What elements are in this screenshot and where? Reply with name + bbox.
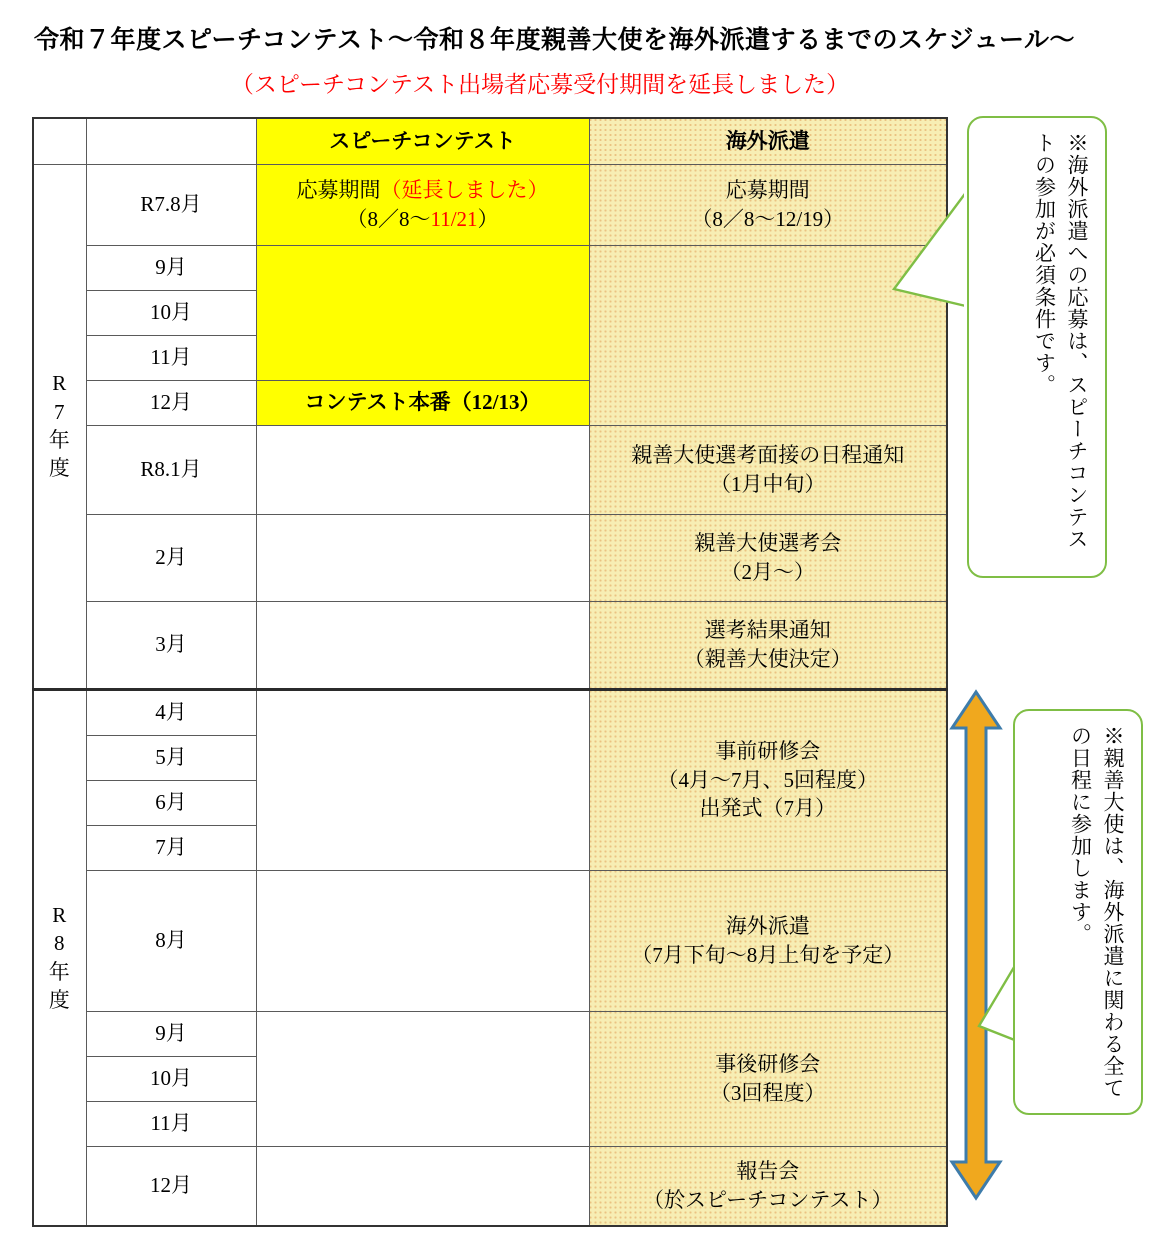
month-label: 9月 xyxy=(86,245,256,290)
header-overseas-dispatch: 海外派遣 xyxy=(589,118,947,164)
overseas-cell-report xyxy=(589,1146,947,1226)
overseas-cell-post-training xyxy=(589,1011,947,1146)
year-char: 度 xyxy=(48,987,71,1012)
speech-cell-empty-sep-nov xyxy=(256,245,589,380)
pre-training-line1: 事前研修会 xyxy=(715,739,821,764)
month-label: 7月 xyxy=(86,825,256,870)
speech-cell-application xyxy=(256,164,589,245)
month-label: 11月 xyxy=(86,1101,256,1146)
overseas-application-line1: 応募期間 xyxy=(725,178,810,203)
table-row xyxy=(33,870,947,1011)
speech-application-line2 xyxy=(261,205,585,233)
table-header-row xyxy=(33,118,947,164)
month-label: 3月 xyxy=(86,601,256,689)
post-training-line2: （3回程度） xyxy=(710,1080,826,1105)
table-row xyxy=(33,601,947,689)
speech-extended-note: （延長しました） xyxy=(380,178,549,203)
month-label: 6月 xyxy=(86,780,256,825)
table-row xyxy=(33,1146,947,1226)
report-line1: 報告会 xyxy=(736,1159,800,1184)
overseas-result-line2: （親善大使決定） xyxy=(683,646,852,671)
month-label: R8.1月 xyxy=(86,425,256,514)
year-char: R xyxy=(52,371,68,396)
month-label: 10月 xyxy=(86,290,256,335)
speech-cell-empty xyxy=(256,1146,589,1226)
overseas-selection-line2: （2月～） xyxy=(720,559,815,584)
table-row xyxy=(33,514,947,601)
speech-cell-empty xyxy=(256,870,589,1011)
speech-cell-empty xyxy=(256,514,589,601)
table-row xyxy=(33,689,947,735)
page-title: 令和７年度スピーチコンテスト～令和８年度親善大使を海外派遣するまでのスケジュール～ xyxy=(34,27,1076,54)
overseas-result-line1: 選考結果通知 xyxy=(704,618,831,643)
overseas-cell-application xyxy=(589,164,947,245)
month-label: R7.8月 xyxy=(86,164,256,245)
overseas-cell-dispatch xyxy=(589,870,947,1011)
overseas-selection-line1: 親善大使選考会 xyxy=(694,531,842,556)
month-label: 11月 xyxy=(86,335,256,380)
speech-application-label: 応募期間 xyxy=(296,178,381,203)
year-char: 年 xyxy=(48,428,71,452)
year-char: 年 xyxy=(48,959,71,984)
speech-cell-empty xyxy=(256,425,589,514)
page-subtitle: （スピーチコンテスト出場者応募受付期間を延長しました） xyxy=(230,72,850,97)
speech-application-line1 xyxy=(261,176,585,204)
callout-ambassador-participation: ※親善大使は、海外派遣に関わる全ての日程に参加します。 xyxy=(1013,709,1143,1115)
month-label: 12月 xyxy=(86,380,256,425)
dispatch-line2: （7月下旬～8月上旬を予定） xyxy=(631,942,905,967)
schedule-table xyxy=(32,117,948,1227)
speech-cell-contest-day: コンテスト本番（12/13） xyxy=(256,380,589,425)
overseas-application-line2: （8／8～12/19） xyxy=(691,206,845,231)
year-char: 度 xyxy=(48,456,71,481)
dispatch-line1: 海外派遣 xyxy=(725,914,810,939)
callout-overseas-requirement: ※海外派遣への応募は、スピーチコンテストの参加が必須条件です。 xyxy=(967,116,1107,578)
table-row xyxy=(33,425,947,514)
year-char: 8 xyxy=(54,931,66,956)
report-line2: （於スピーチコンテスト） xyxy=(643,1187,893,1212)
month-label: 10月 xyxy=(86,1056,256,1101)
table-row xyxy=(33,1011,947,1056)
speech-period-paren: ） xyxy=(477,206,499,231)
speech-cell-empty xyxy=(256,601,589,689)
pre-training-line2: （4月～7月、5回程度） xyxy=(657,767,878,792)
month-label: 12月 xyxy=(86,1146,256,1226)
overseas-cell-empty-sep-dec xyxy=(589,245,947,425)
month-label: 2月 xyxy=(86,514,256,601)
pre-training-line3: 出発式（7月） xyxy=(699,796,836,821)
header-month-blank xyxy=(86,118,256,164)
table-row xyxy=(33,245,947,290)
speech-period-start: （8／8～ xyxy=(346,206,431,231)
overseas-cell-interview-notice xyxy=(589,425,947,514)
overseas-cell-selection-meeting xyxy=(589,514,947,601)
year-char: 7 xyxy=(54,399,66,424)
speech-period-end: 11/21 xyxy=(430,206,478,231)
year-char: R xyxy=(52,902,68,927)
overseas-interview-line2: （1月中旬） xyxy=(710,471,826,496)
overseas-cell-result-notice xyxy=(589,601,947,689)
year-label-r7 xyxy=(33,164,86,689)
header-speech-contest: スピーチコンテスト xyxy=(256,118,589,164)
month-label: 8月 xyxy=(86,870,256,1011)
header-year-blank xyxy=(33,118,86,164)
month-label: 4月 xyxy=(86,689,256,735)
double-headed-vertical-arrow-icon xyxy=(948,688,1004,1202)
post-training-line1: 事後研修会 xyxy=(715,1052,821,1077)
speech-cell-empty xyxy=(256,689,589,870)
month-label: 5月 xyxy=(86,735,256,780)
overseas-interview-line1: 親善大使選考面接の日程通知 xyxy=(631,443,905,468)
overseas-cell-pre-training xyxy=(589,689,947,870)
month-label: 9月 xyxy=(86,1011,256,1056)
speech-cell-empty xyxy=(256,1011,589,1146)
table-row xyxy=(33,164,947,245)
year-label-r8 xyxy=(33,689,86,1226)
